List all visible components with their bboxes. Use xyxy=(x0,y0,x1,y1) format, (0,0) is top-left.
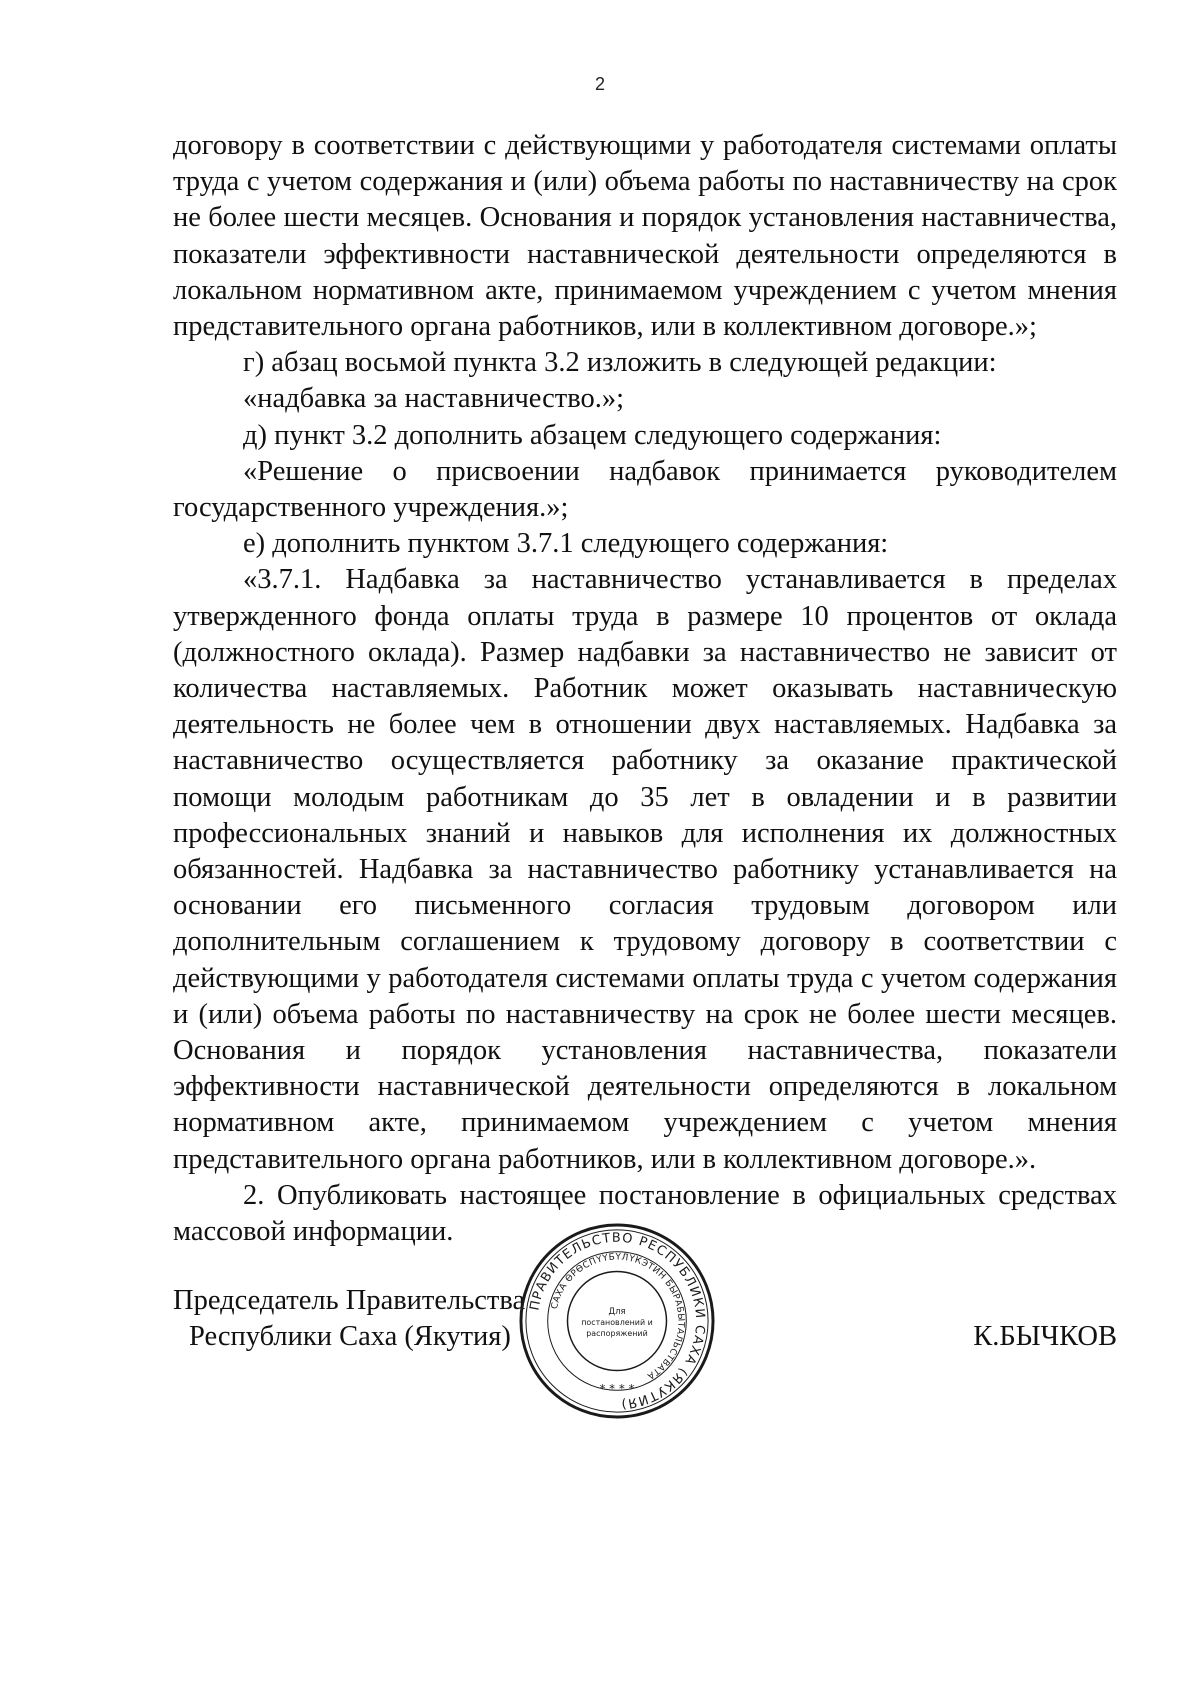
seal-inner-text: САХА ӨРӨСПҮҮБҮЛҮКЭТИН БЫРАБЫТАЛЬСТВАТА xyxy=(549,1252,686,1381)
seal-stars: * * * * xyxy=(599,1381,635,1396)
document-body xyxy=(173,128,1117,1250)
paragraph-continuation: договору в соответствии с действующими у работодателя системами оплаты труда с учетом содержания и (или) объема работы по наставничеству на срок не более шести месяцев. Основания и порядок установления наставничества, показатели эффективности наставнической деятельности определяются в локальном нормативном акте, принимаемом учреждением с учетом мнения представительного органа работников, или в коллективном договоре.»; xyxy=(173,130,1117,343)
paragraph-clause-3-7-1: «3.7.1. Надбавка за наставничество устанавливается в пределах утвержденного фонда оплаты труда в размере 10 процентов от оклада (должностного оклада). Размер надбавки за наставничество не зависит от количества наставляемых. Работник может оказывать наставническую деятельность не более чем в отношении двух наставляемых. Надбавка за наставничество осуществляется работнику за оказание практической помощи молодым работникам до 35 лет в овладении и в развитии профессиональных знаний и навыков для исполнения их должностных обязанностей. Надбавка за наставничество работнику устанавливается на основании его письменного согласия трудовым договором или дополнительным соглашением к трудовому договору в соответствии с действующими у работодателя системами оплаты труда с учетом содержания и (или) объема работы по наставничеству на срок не более шести месяцев. Основания и порядок установления наставничества, показатели эффективности наставнической деятельности определяются в локальном нормативном акте, принимаемом учреждением с учетом мнения представительного органа работников, или в коллективном договоре.». xyxy=(173,564,1117,1175)
signatory-title-line2: Республики Саха (Якутия) xyxy=(189,1321,511,1352)
paragraph-item-2-publish: 2. Опубликовать настоящее постановление в официальных средствах массовой информации. xyxy=(173,1179,1117,1248)
seal-outer-text: ПРАВИТЕЛЬСТВО РЕСПУБЛИКИ САХА (ЯКУТИЯ) xyxy=(527,1230,708,1412)
seal-center-line2: постановлений и xyxy=(581,1317,653,1327)
paragraph-quote-nadbavka: «надбавка за наставничество.»; xyxy=(243,383,625,415)
official-seal xyxy=(518,1222,716,1420)
seal-graphic xyxy=(518,1222,716,1420)
paragraph-item-d: д) пункт 3.2 дополнить абзацем следующего содержания: xyxy=(243,419,942,451)
paragraph-item-e: е) дополнить пунктом 3.7.1 следующего содержания: xyxy=(243,528,889,560)
page-number: 2 xyxy=(594,74,605,94)
paragraph-quote-reshenie: «Решение о присвоении надбавок принимается руководителем государственного учреждения.»; xyxy=(173,455,1117,524)
seal-center-line3: распоряжений xyxy=(586,1328,648,1338)
paragraph-item-g: г) абзац восьмой пункта 3.2 изложить в следующей редакции: xyxy=(243,347,997,379)
seal-center-line1: Для xyxy=(608,1306,626,1317)
signatory-title xyxy=(173,1283,533,1355)
signatory-title-line1: Председатель Правительства xyxy=(173,1285,526,1316)
signatory-name: К.БЫЧКОВ xyxy=(973,1321,1117,1352)
